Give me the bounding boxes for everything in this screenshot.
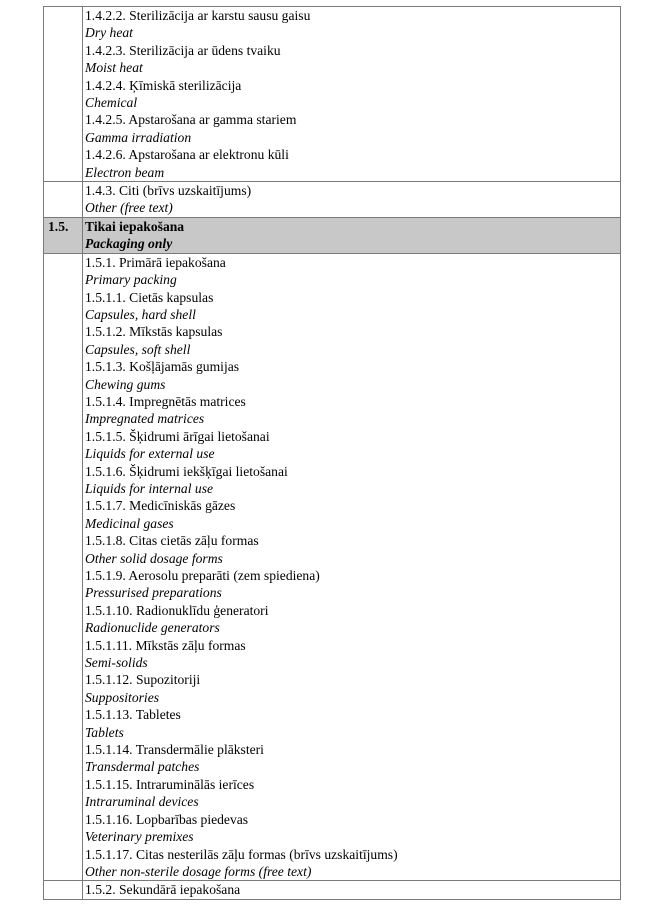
item-label-en: Liquids for external use xyxy=(85,446,215,462)
item-label-en: Gamma irradiation xyxy=(85,129,192,145)
item-label-en: Impregnated matrices xyxy=(85,411,205,427)
table-row xyxy=(44,253,621,881)
item-label-lv: 1.5.1.13. Tabletes xyxy=(85,707,181,723)
item-label-en: Veterinary premixes xyxy=(85,829,194,845)
item-label-lv: 1.4.2.2. Sterilizācija ar karstu sausu gaisu xyxy=(85,8,311,23)
table-row xyxy=(44,881,621,899)
document-page xyxy=(43,6,618,900)
item-label-lv: 1.5.1.8. Citas cietās zāļu formas xyxy=(85,533,259,549)
item-label-en: Radionuclide generators xyxy=(85,620,220,636)
item-label-lv: 1.5.1.12. Supozitoriji xyxy=(85,672,201,688)
section-number: 1.5. xyxy=(44,217,83,253)
item-label-en: Other solid dosage forms xyxy=(85,550,223,566)
item-label-en: Medicinal gases xyxy=(85,515,174,531)
item-label-en: Semi-solids xyxy=(85,655,148,671)
item-label-lv: 1.4.2.6. Apstarošana ar elektronu kūli xyxy=(85,147,289,163)
item-label-lv: 1.5.1.10. Radionuklīdu ģeneratori xyxy=(85,602,269,618)
item-label-en: Moist heat xyxy=(85,60,143,76)
item-label-lv: 1.5.1.1. Cietās kapsulas xyxy=(85,289,214,305)
item-label-en: Chemical xyxy=(85,95,138,111)
sterilisation-methods-cell xyxy=(83,7,621,182)
item-label-en: Suppositories xyxy=(85,689,160,705)
item-label-lv: 1.5.1.4. Impregnētās matrices xyxy=(85,393,246,409)
section-header-row xyxy=(44,217,621,253)
section-title-cell xyxy=(83,217,621,253)
item-label-en: Intraruminal devices xyxy=(85,794,199,810)
item-label-en: Tablets xyxy=(85,724,124,740)
item-label-lv: 1.4.2.3. Sterilizācija ar ūdens tvaiku xyxy=(85,42,281,58)
item-label-en: Dry heat xyxy=(85,25,133,41)
manufacturing-scope-table xyxy=(43,6,621,900)
secondary-packing-cell xyxy=(83,881,621,899)
item-label-en: Other (free text) xyxy=(85,200,173,216)
item-label-lv: 1.5.1.11. Mīkstās zāļu formas xyxy=(85,637,246,653)
item-label-lv: 1.4.2.5. Apstarošana ar gamma stariem xyxy=(85,112,297,128)
item-label-en: Capsules, soft shell xyxy=(85,341,191,357)
item-label-lv: 1.5.1.17. Citas nesterilās zāļu formas (brīvs uzskaitījums) xyxy=(85,846,398,862)
item-label-en: Pressurised preparations xyxy=(85,585,222,601)
item-label-lv: 1.5.1.14. Transdermālie plāksteri xyxy=(85,742,264,758)
table-row xyxy=(44,182,621,218)
row-number-cell xyxy=(44,881,83,899)
item-label-en: Transdermal patches xyxy=(85,759,200,775)
item-label-lv: 1.5.2. Sekundārā iepakošana xyxy=(85,882,241,898)
item-label-en: Other non-sterile dosage forms (free text) xyxy=(85,863,312,879)
section-title-en: Packaging only xyxy=(85,236,173,252)
row-number-cell xyxy=(44,253,83,881)
item-label-en: Liquids for internal use xyxy=(85,480,214,496)
item-label-en: Electron beam xyxy=(85,164,165,180)
item-label-lv: 1.5.1.15. Intraruminālās ierīces xyxy=(85,776,255,792)
item-label-lv: 1.5.1.2. Mīkstās kapsulas xyxy=(85,324,223,340)
row-number-cell xyxy=(44,182,83,218)
item-label-en: Chewing gums xyxy=(85,376,166,392)
item-label-lv: 1.5.1.6. Šķidrumi iekšķīgai lietošanai xyxy=(85,463,288,479)
section-title-lv: Tikai iepakošana xyxy=(85,218,185,234)
item-label-lv: 1.5.1. Primārā iepakošana xyxy=(85,254,226,270)
primary-packing-cell xyxy=(83,253,621,881)
item-label-lv: 1.5.1.5. Šķidrumi ārīgai lietošanai xyxy=(85,428,270,444)
item-label-lv: 1.4.2.4. Ķīmiskā sterilizācija xyxy=(85,77,242,93)
table-row xyxy=(44,7,621,182)
item-label-lv: 1.4.3. Citi (brīvs uzskaitījums) xyxy=(85,183,252,199)
other-free-text-cell xyxy=(83,182,621,218)
item-label-lv: 1.5.1.16. Lopbarības piedevas xyxy=(85,811,249,827)
item-label-lv: 1.5.1.9. Aerosolu preparāti (zem spiediena) xyxy=(85,568,320,583)
item-label-en: Capsules, hard shell xyxy=(85,306,196,322)
item-label-lv: 1.5.1.3. Košļājamās gumijas xyxy=(85,359,240,375)
row-number-cell xyxy=(44,7,83,182)
item-label-lv: 1.5.1.7. Medicīniskās gāzes xyxy=(85,498,236,514)
item-label-en: Primary packing xyxy=(85,272,177,288)
